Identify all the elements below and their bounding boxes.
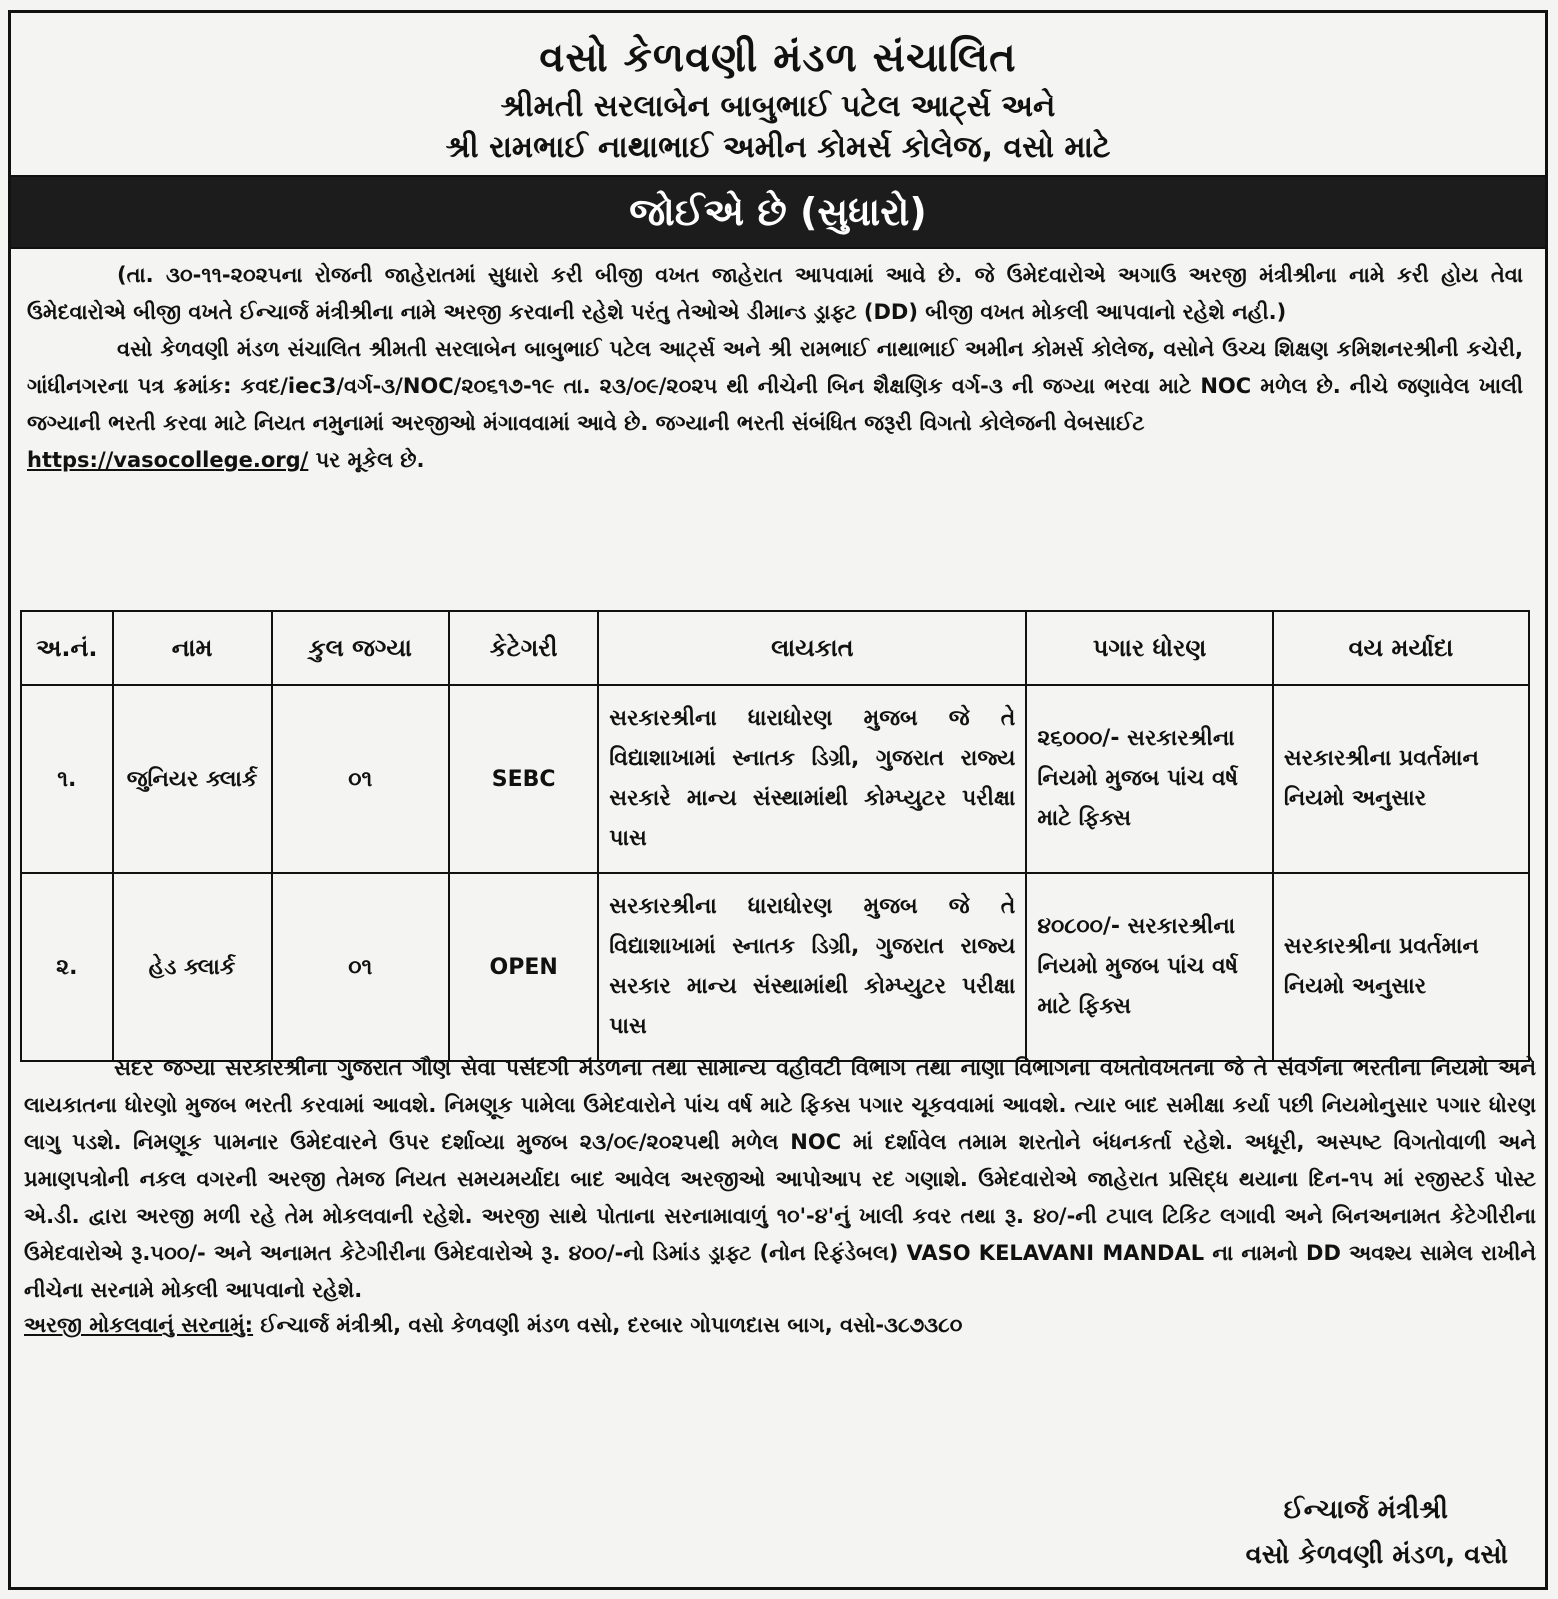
intro-paragraph [11, 331, 1545, 479]
col-header-count: કુલ જગ્યા [272, 611, 450, 685]
table-header-row [21, 611, 1529, 685]
cell-count: ૦૧ [272, 685, 450, 873]
college-website-link[interactable]: https://vasocollege.org/ [27, 448, 309, 472]
terms-block [0, 1050, 1558, 1338]
cell-no: ૧. [21, 685, 113, 873]
col-header-salary: પગાર ધોરણ [1026, 611, 1273, 685]
cell-category: SEBC [449, 685, 598, 873]
correction-note: (તા. ૩૦-૧૧-૨૦૨૫ના રોજની જાહેરાતમાં સુધારો કરી બીજી વખત જાહેરાત આપવામાં આવે છે. જે ઉમેદવારોએ અગાઉ અરજી મંત્રીશ્રીના નામે કરી હોય તેવા ઉમેદવારોએ બીજી વખતે ઈન્ચાર્જ મંત્રીશ્રીના નામે અરજી કરવાની રહેશે પરંતુ તેઓએ ડીમાન્ડ ડ્રાફ્ટ (DD) બીજી વખત મોકલી આપવાનો રહેશે નહી.) [27, 263, 1523, 324]
col-header-category: કેટેગરી [449, 611, 598, 685]
header-line-3: શ્રી રામભાઈ નાથાભાઈ અમીન કોમર્સ કોલેજ, વસો માટે [445, 130, 1111, 165]
address-label: અરજી મોકલવાનું સરનામું: [24, 1313, 254, 1337]
col-header-name: નામ [113, 611, 272, 685]
table-row [21, 873, 1529, 1061]
signatory-title: ઈન્ચાર્જ મંત્રીશ્રી [1283, 1495, 1448, 1525]
cell-count: ૦૧ [272, 873, 450, 1061]
signatory-org: વસો કેળવણી મંડળ, વસો [1245, 1540, 1508, 1570]
cell-qualification: સરકારશ્રીના ધારાધોરણ મુજબ જે તે વિદ્યાશાખામાં સ્નાતક ડિગ્રી, ગુજરાત રાજ્ય સરકાર માન્ય સંસ્થામાંથી કોમ્પ્યુટર પરીક્ષા પાસ [598, 873, 1026, 1061]
col-header-qualification: લાયકાત [598, 611, 1026, 685]
header-line-1: વસો કેળવણી મંડળ સંચાલિત [539, 35, 1017, 81]
table-row [21, 685, 1529, 873]
header-line-2: શ્રીમતી સરલાબેન બાબુભાઈ પટેલ આર્ટ્સ અને [500, 89, 1056, 124]
cell-salary: ૨૬૦૦૦/- સરકારશ્રીના નિયમો મુજબ પાંચ વર્ષ માટે ફિક્સ [1026, 685, 1273, 873]
address-text: ઈન્ચાર્જ મંત્રીશ્રી, વસો કેળવણી મંડળ વસો, દરબાર ગોપાળદાસ બાગ, વસો-૩૮૭૩૮૦ [253, 1313, 963, 1337]
header [11, 35, 1545, 165]
cell-name: હેડ ક્લાર્ક [113, 873, 272, 1061]
terms-paragraph: સદર જગ્યા સરકારશ્રીના ગુજરાત ગૌણ સેવા પસંદગી મંડળના તથા સામાન્ય વહીવટી વિભાગ તથા નાણા વિભાગના વખતોવખતના જે તે સંવર્ગના ભરતીના નિયમો અને લાયકાતના ધોરણો મુજબ ભરતી કરવામાં આવશે. નિમણૂક પામેલા ઉમેદવારોને પાંચ વર્ષ માટે ફિક્સ પગાર ચૂકવવામાં આવશે. ત્યાર બાદ સમીક્ષા કર્યા પછી નિયમોનુસાર પગાર ધોરણ લાગુ પડશે. નિમણૂક પામનાર ઉમેદવારને ઉપર દર્શાવ્યા મુજબ ૨૩/૦૯/૨૦૨૫થી મળેલ NOC માં દર્શાવેલ તમામ શરતોને બંધનકર્તા રહેશે. અધૂરી, અસ્પષ્ટ વિગતોવાળી અને પ્રમાણપત્રોની નકલ વગરની અરજી તેમજ નિયત સમયમર્યાદા બાદ આવેલ અરજીઓ આપોઆપ રદ ગણાશે. ઉમેદવારોએ જાહેરાત પ્રસિદ્ધ થયાના દિન-૧૫ માં રજીસ્ટર્ડ પોસ્ટ એ.ડી. દ્વારા અરજી મળી રહે તેમ મોકલવાની રહેશે. અરજી સાથે પોતાના સરનામાવાળું ૧૦'-૪'નું ખાલી કવર તથા રૂ. ૪૦/-ની ટપાલ ટિકિટ લગાવી અને બિનઅનામત કેટેગીરીના ઉમેદવારોએ રૂ.૫૦૦/- અને અનામત કેટેગીરીના ઉમેદવારોએ રૂ. ૪૦૦/-નો ડિમાંડ ડ્રાફ્ટ (નોન રિફંડેબલ) VASO KELAVANI MANDAL ના નામનો DD અવશ્ય સામેલ રાખીને નીચેના સરનામે મોકલી આપવાનો રહેશે. [24, 1056, 1536, 1302]
cell-name: જુનિયર ક્લાર્ક [113, 685, 272, 873]
application-address [0, 1313, 1558, 1338]
cell-no: ૨. [21, 873, 113, 1061]
col-header-age: વય મર્યાદા [1273, 611, 1529, 685]
intro-url-suffix: પર મૂકેલ છે. [308, 448, 425, 472]
intro-body: વસો કેળવણી મંડળ સંચાલિત શ્રીમતી સરલાબેન બાબુભાઈ પટેલ આર્ટ્સ અને શ્રી રામભાઈ નાથાભાઈ અમીન કોમર્સ કોલેજ, વસોને ઉચ્ચ શિક્ષણ કમિશનરશ્રીની કચેરી, ગાંધીનગરના પત્ર ક્રમાંક: કવદ/iec3/વર્ગ-૩/NOC/૨૦૬૧૭-૧૯ તા. ૨૩/૦૯/૨૦૨૫ થી નીચેની બિન શૈક્ષણિક વર્ગ-૩ ની જગ્યા ભરવા માટે NOC મળેલ છે. નીચે જણાવેલ ખાલી જગ્યાની ભરતી કરવા માટે નિયત નમુનામાં અરજીઓ મંગાવવામાં આવે છે. જગ્યાની ભરતી સંબંધિત જરૂરી વિગતો કોલેજની વેબસાઈટ [27, 337, 1523, 435]
wanted-banner: જોઈએ છે (સુધારો) [11, 175, 1545, 249]
cell-category: OPEN [449, 873, 598, 1061]
cell-qualification: સરકારશ્રીના ધારાધોરણ મુજબ જે તે વિદ્યાશાખામાં સ્નાતક ડિગ્રી, ગુજરાત રાજ્ય સરકારે માન્ય સંસ્થામાંથી કોમ્પ્યુટર પરીક્ષા પાસ [598, 685, 1026, 873]
cell-salary: ૪૦૮૦૦/- સરકારશ્રીના નિયમો મુજબ પાંચ વર્ષ માટે ફિક્સ [1026, 873, 1273, 1061]
cell-age: સરકારશ્રીના પ્રવર્તમાન નિયમો અનુસાર [1273, 685, 1529, 873]
vacancy-table [20, 610, 1530, 1062]
cell-age: સરકારશ્રીના પ્રવર્તમાન નિયમો અનુસાર [1273, 873, 1529, 1061]
col-header-no: અ.નં. [21, 611, 113, 685]
